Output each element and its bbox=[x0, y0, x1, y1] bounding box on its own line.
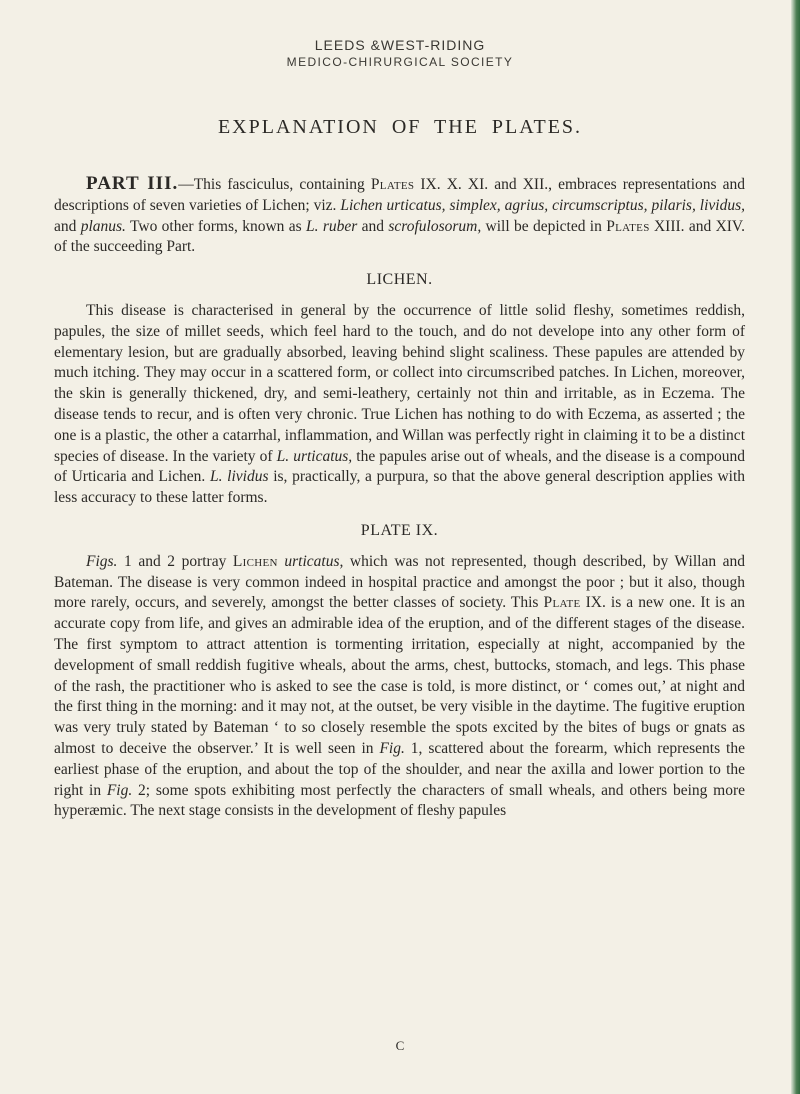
text-run: which was not represented, though described, by Willan and Bateman. The disease is very common indeed in hospital practice and amongst the poor ; but it also, though more rarely, occurs, and severely, amongst the better classes of society. This bbox=[54, 552, 746, 612]
small-caps-run: Plates bbox=[370, 176, 415, 193]
text-run: IX. X. XI. and XII., embraces representations and descriptions of seven varieties of Lichen; viz. bbox=[54, 176, 746, 214]
body-paragraph bbox=[54, 301, 745, 509]
italic-run: urticatus, bbox=[284, 552, 344, 570]
text-run: 2; some spots exhibiting most perfectly the characters of small wheals, and others being more hyperæmic. The next stage consists in the development of fleshy papules bbox=[54, 781, 745, 820]
text-run: is, practically, a purpura, so that the above general description applies with less accuracy to these latter forms. bbox=[54, 468, 746, 507]
italic-run: Fig. bbox=[106, 781, 133, 799]
sections-container bbox=[54, 270, 745, 822]
text-run: IX. is a new one. It is an accurate copy from life, and gives an admirable idea of the eruption, and of the different stages of the disease. The first symptom to attract attention is tormenting irritation, especially at night, accompanied by the development of small reddish fugitive wheals, about the arms, chest, buttocks, stomach, and legs. This phase of the rash, the practitioner who is asked to see the case is told, is more distinct, or ‘ comes out,’ at night and the first thing in the morning: and it may not, at the outset, be very visible in the daytime. The fugitive eruption was very truly stated by Bateman ‘ to so closely resemble the spots excited by the bites of bugs or gnats as almost to deceive the observer.’ It is well seen in bbox=[54, 594, 745, 757]
main-text bbox=[54, 174, 745, 822]
text-run: 1, scattered about the forearm, which represents the earliest phase of the eruption, and about the top of the shoulder, and near the axilla and lower portion to the right in bbox=[54, 739, 745, 799]
page-edge bbox=[791, 0, 800, 1094]
library-stamp bbox=[0, 36, 800, 70]
italic-run: L. ruber bbox=[306, 217, 358, 235]
small-caps-run: Plates bbox=[606, 217, 650, 235]
italic-run: Figs. bbox=[86, 552, 118, 570]
text-run: and bbox=[54, 217, 81, 235]
small-caps-run: Lichen bbox=[232, 552, 278, 570]
text-run: XIII. and XIV. of the succeeding Part. bbox=[54, 217, 745, 256]
text-run: This disease is characterised in general by the occurrence of little solid fleshy, sometimes reddish, papules, the size of millet seeds, which feel hard to the touch, and do not develope into any other form of elementary lesion, but are gradually absorbed, leaving behind slight scaliness. These papules are attended by much itching. They may occur in a scattered form, or collect into circumscribed patches. In Lichen, moreover, the skin is generally thickened, dry, and semi-leathery, certainly not thin and irritable, as in Eczema. The disease tends to recur, and is often very chronic. True Lichen has nothing to do with Eczema, as asserted ; the one is a plastic, the other a catarrhal, inflammation, and Willan was perfectly right in claiming it to be a distinct species of disease. In the variety of bbox=[54, 301, 745, 465]
part-label: PART III. bbox=[86, 173, 179, 194]
text-run: —This fasciculus, containing bbox=[178, 176, 371, 193]
text-run: 1 and 2 portray bbox=[117, 552, 233, 570]
italic-run: L. urticatus, bbox=[276, 447, 353, 465]
signature-mark: C bbox=[395, 1038, 405, 1053]
text-run: Two other forms, known as bbox=[125, 217, 306, 235]
italic-run: planus. bbox=[80, 217, 126, 235]
text-run: and bbox=[357, 217, 389, 235]
italic-run: L. lividus bbox=[210, 468, 269, 486]
page-title: EXPLANATION OF THE PLATES. bbox=[217, 116, 583, 138]
body-paragraph bbox=[54, 552, 745, 822]
text-run: will be depicted in bbox=[481, 217, 607, 235]
section-heading: PLATE IX. bbox=[360, 521, 439, 539]
part-intro-paragraph bbox=[54, 174, 745, 258]
stamp-line-2: MEDICO-CHIRURGICAL SOCIETY bbox=[286, 55, 514, 69]
italic-run: Fig. bbox=[379, 739, 405, 757]
text-run: the papules arise out of wheals, and the disease is a compound of Urticaria and Lichen. bbox=[54, 447, 745, 486]
italic-run: scrofulosorum, bbox=[388, 217, 482, 235]
small-caps-run: Plate bbox=[543, 594, 581, 612]
stamp-line-1: LEEDS &WEST-RIDING bbox=[314, 37, 486, 53]
section-heading: LICHEN. bbox=[366, 271, 433, 289]
italic-run: Lichen urticatus, simplex, agrius, circumscriptus, pilaris, lividus, bbox=[340, 196, 746, 214]
